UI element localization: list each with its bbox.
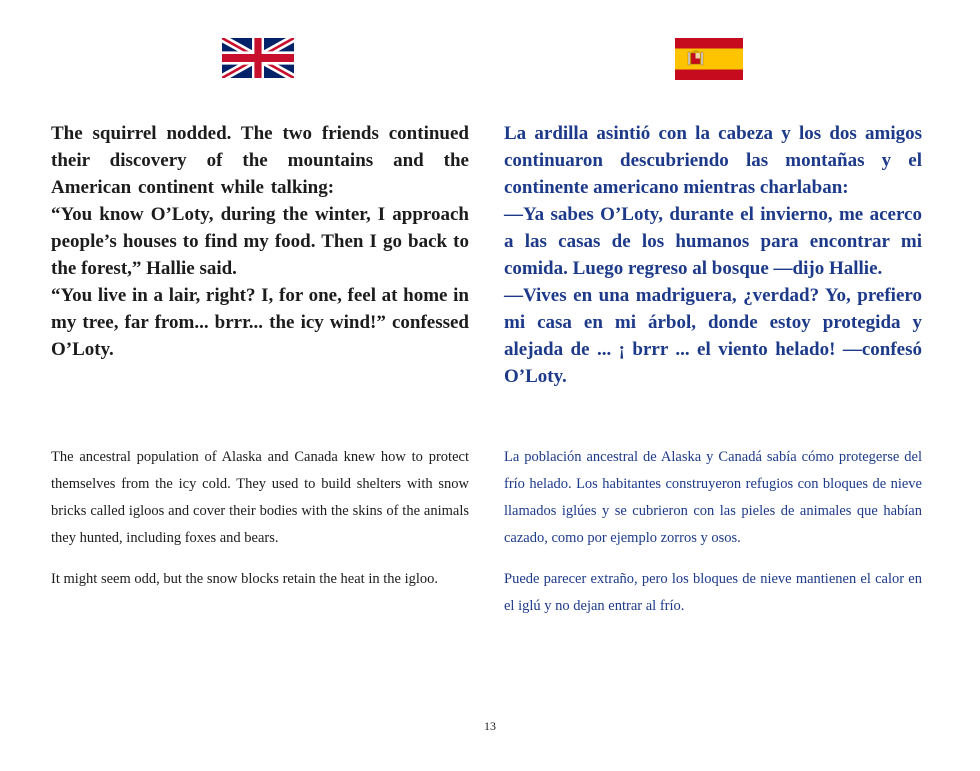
- spanish-info-paragraph: La población ancestral de Alaska y Canadá sabía cómo protegerse del frío helado. Los habitantes construyeron refugios con bloques de nieve llamados iglúes y se cubrieron con las pieles de animales que habían cazado, como por ejemplo zorros y osos.: [504, 449, 922, 546]
- united-kingdom-flag-icon: [222, 38, 294, 78]
- spanish-story-paragraph: —Ya sabes O’Loty, durante el invierno, me acerco a las casas de los humanos para encontrar mi comida. Luego regreso al bosque —dijo Hallie.: [504, 204, 922, 279]
- spanish-info: [504, 444, 922, 634]
- spanish-story-paragraph: La ardilla asintió con la cabeza y los dos amigos continuaron descubriendo las montañas y el continente americano mientras charlaban:: [504, 123, 922, 198]
- spanish-flag-container: [504, 38, 922, 78]
- page-number: 13: [484, 719, 496, 733]
- english-info-paragraph: It might seem odd, but the snow blocks retain the heat in the igloo.: [51, 571, 438, 587]
- english-story-paragraph: “You live in a lair, right? I, for one, feel at home in my tree, far from... brrr... the icy wind!” confessed O’Loty.: [51, 285, 469, 360]
- english-flag-container: [51, 38, 469, 78]
- spanish-info-paragraph: Puede parecer extraño, pero los bloques de nieve mantienen el calor en el iglú y no dejan entrar al frío.: [504, 571, 922, 614]
- spain-flag-icon: [675, 38, 743, 80]
- english-info-paragraph: The ancestral population of Alaska and Canada knew how to protect themselves from the icy cold. They used to build shelters with snow bricks called igloos and cover their bodies with the skins of the animals they hunted, including foxes and bears.: [51, 449, 469, 546]
- spanish-story-paragraph: —Vives en una madriguera, ¿verdad? Yo, prefiero mi casa en mi árbol, donde estoy protegida y alejada de ... ¡ brrr ... el viento helado! —confesó O’Loty.: [504, 285, 922, 387]
- spanish-story: [504, 120, 922, 390]
- english-story: [51, 120, 469, 363]
- english-story-paragraph: “You know O’Loty, during the winter, I approach people’s houses to find my food. Then I go back to the forest,” Hallie said.: [51, 204, 469, 279]
- english-story-paragraph: The squirrel nodded. The two friends continued their discovery of the mountains and the American continent while talking:: [51, 123, 469, 198]
- english-info: [51, 444, 469, 607]
